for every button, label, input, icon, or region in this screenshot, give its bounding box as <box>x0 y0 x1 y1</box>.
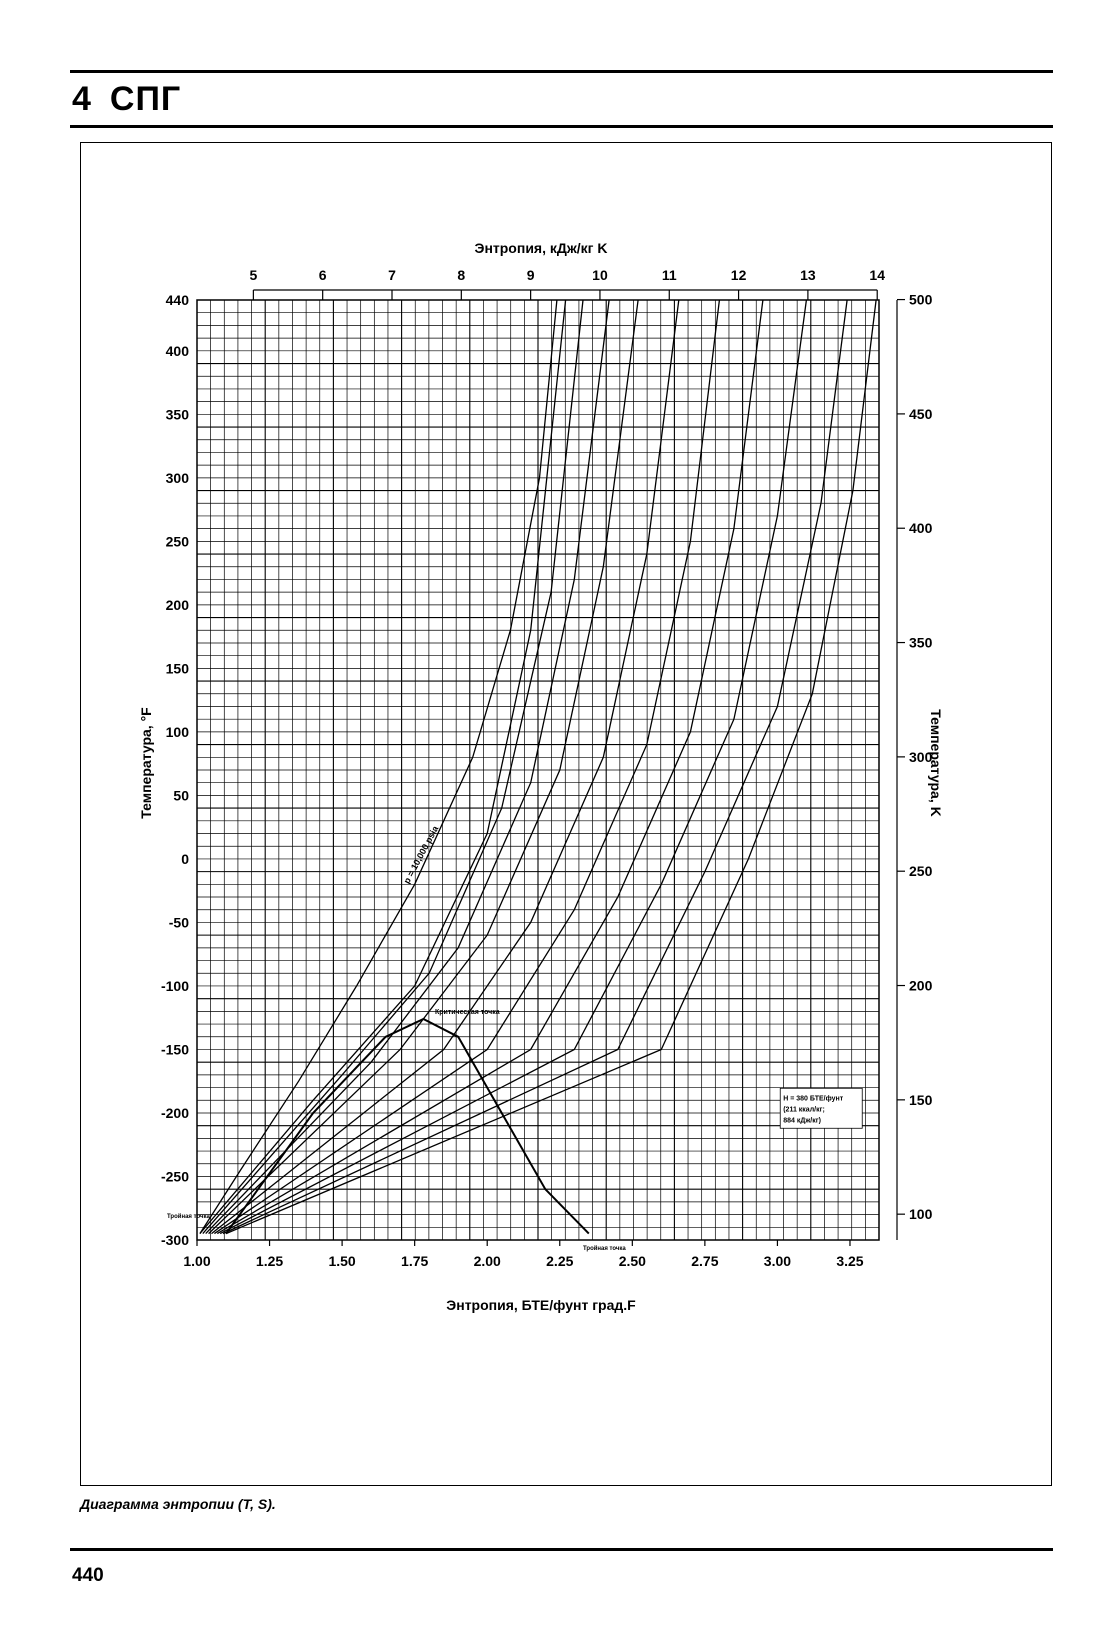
x-top-tick-label: 6 <box>318 267 327 283</box>
y-tick-label: 300 <box>165 469 189 486</box>
y-tick-label: 400 <box>165 342 189 359</box>
x-tick-label: 1.50 <box>328 1253 356 1269</box>
y-right-axis-title: Температура, K <box>928 709 944 817</box>
enthalpy-label: (211 ккал/кг; <box>783 1106 825 1114</box>
y-tick-label: 200 <box>165 596 189 613</box>
enthalpy-label: 884 кДж/кг) <box>783 1117 822 1125</box>
y-right-tick-label: 100 <box>909 1206 933 1223</box>
x-top-tick-label: 13 <box>800 267 816 283</box>
x-tick-label: 3.00 <box>763 1253 792 1269</box>
grid-layer <box>197 300 879 1240</box>
y-tick-label: -100 <box>160 977 189 994</box>
title-rule <box>70 125 1053 128</box>
y-right-tick-label: 400 <box>909 520 933 537</box>
footer-rule <box>70 1548 1053 1551</box>
y-tick-label: 350 <box>165 406 189 423</box>
x-tick-label: 2.50 <box>618 1253 646 1269</box>
critical-point-label: Критическая точка <box>434 1008 500 1016</box>
y-tick-label: 150 <box>165 660 189 677</box>
chapter-title: СПГ <box>109 80 182 118</box>
y-right-tick-label: 350 <box>909 634 933 651</box>
section-title <box>72 80 181 119</box>
x-tick-label: 3.25 <box>836 1253 864 1269</box>
x-tick-label: 1.75 <box>401 1253 429 1269</box>
y-right-tick-label: 200 <box>909 977 933 994</box>
x-top-tick-label: 5 <box>249 267 258 283</box>
x-tick-label: 2.75 <box>691 1253 719 1269</box>
y-right-tick-label: 300 <box>909 748 933 765</box>
y-tick-label: -250 <box>160 1168 189 1185</box>
y-tick-label: 100 <box>165 723 189 740</box>
y-axis-title: Температура, °F <box>138 707 154 819</box>
x-top-tick-label: 7 <box>388 267 396 283</box>
series-curve <box>226 1019 589 1234</box>
x-top-tick-label: 10 <box>592 267 608 283</box>
y-tick-label: -300 <box>160 1232 189 1248</box>
figure-caption: Диаграмма энтропии (T, S). <box>80 1496 276 1512</box>
x-top-tick-label: 11 <box>661 267 677 283</box>
series-label: p = 10,000 psia <box>401 824 441 886</box>
x-top-tick-label: 9 <box>526 267 535 283</box>
x-axis-title: Энтропия, БТЕ/фунт град.F <box>446 1297 636 1313</box>
y-tick-label: -50 <box>168 914 189 931</box>
enthalpy-label: H = 380 БТЕ/фунт <box>783 1095 844 1103</box>
y-tick-label: 0 <box>181 850 189 867</box>
top-rule <box>70 70 1053 73</box>
x-tick-label: 1.25 <box>255 1253 284 1269</box>
y-right-tick-label: 150 <box>909 1091 933 1108</box>
x-tick-label: 2.25 <box>546 1253 574 1269</box>
figure-frame <box>80 142 1052 1486</box>
x-tick-label: 1.00 <box>183 1253 211 1269</box>
ts-diagram-chart <box>81 143 1050 1484</box>
x-top-tick-label: 14 <box>869 267 886 283</box>
y-right-tick-label: 450 <box>909 405 933 422</box>
y-tick-label: -200 <box>160 1104 189 1121</box>
page-number: 440 <box>72 1565 104 1586</box>
annotation-layer <box>167 1009 862 1252</box>
y-right-tick-label: 250 <box>909 863 933 880</box>
x-top-tick-label: 8 <box>457 267 466 283</box>
triple-point-label-bottom: Тройная точка <box>582 1246 626 1252</box>
y-tick-label: 440 <box>165 292 189 308</box>
y-right-tick-label: 500 <box>909 291 933 308</box>
y-tick-label: -150 <box>160 1041 189 1058</box>
y-tick-label: 250 <box>165 533 189 550</box>
triple-point-label-left: Тройная точка <box>167 1214 210 1220</box>
x-top-axis-title: Энтропия, кДж/кг K <box>474 240 608 256</box>
x-tick-label: 2.00 <box>473 1253 501 1269</box>
y-tick-label: 50 <box>173 787 189 804</box>
chapter-number: 4 <box>72 80 92 118</box>
x-top-tick-label: 12 <box>730 267 747 283</box>
